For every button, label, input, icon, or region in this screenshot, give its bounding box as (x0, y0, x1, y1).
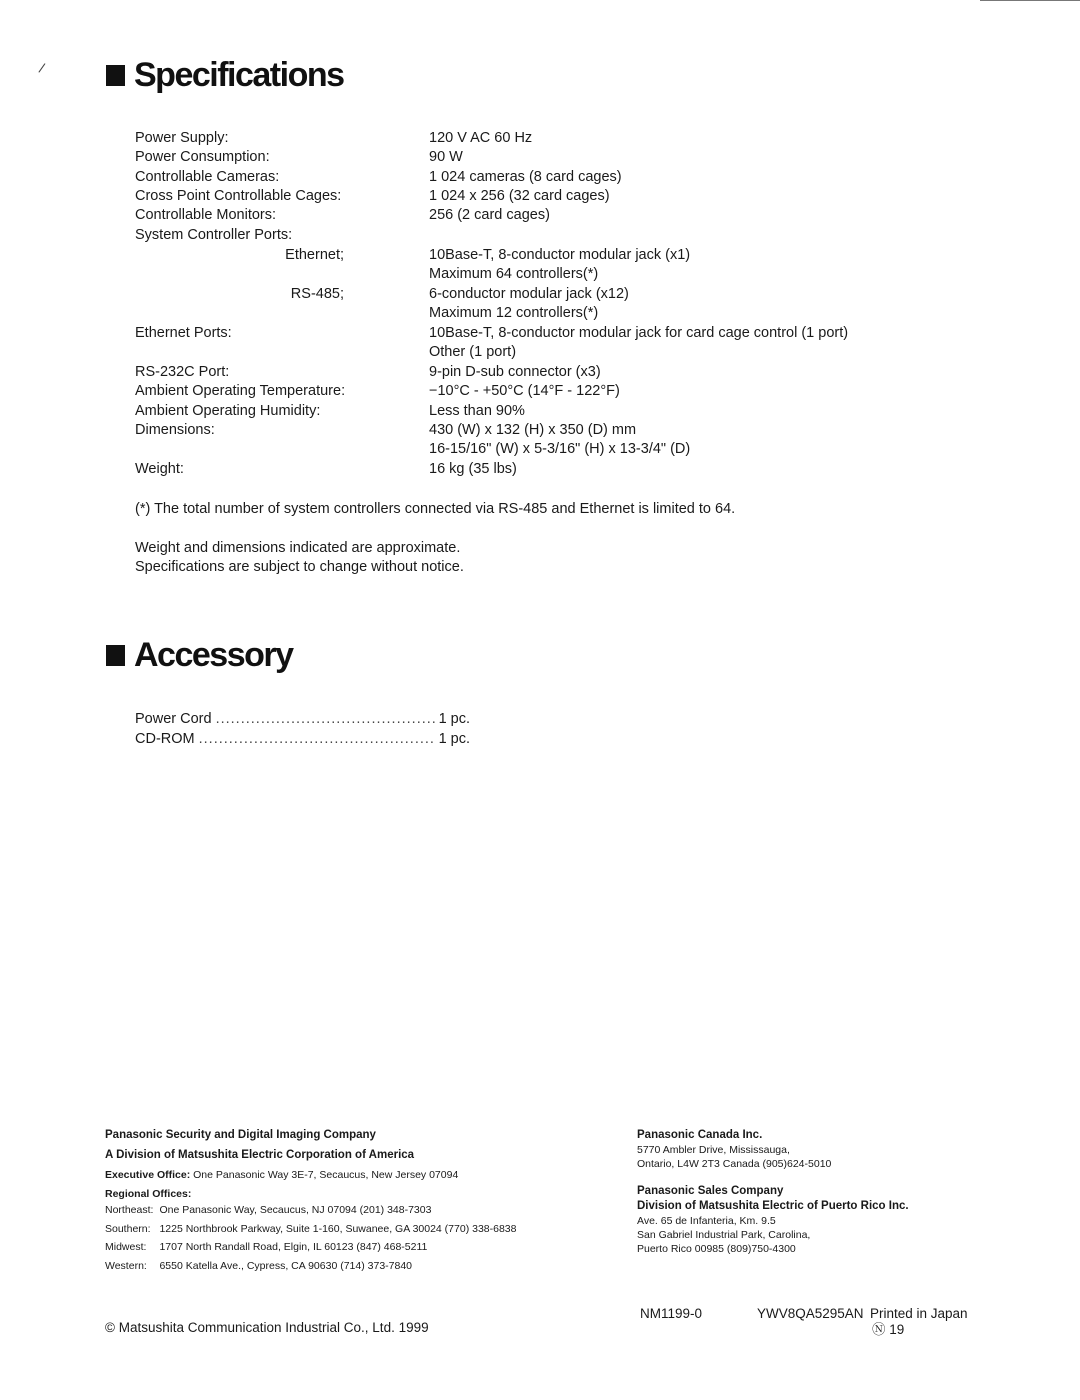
region-address: 1225 Northbrook Parkway, Suite 1-160, Suwanee, GA 30024 (770) 338-6838 (159, 1222, 517, 1235)
copyright: © Matsushita Communication Industrial Co., Ltd. 1999 (105, 1320, 429, 1335)
sales-division: Division of Matsushita Electric of Puerto Rico Inc. (637, 1200, 909, 1212)
accessory-heading (106, 636, 293, 675)
spec-value: 10Base-T, 8-conductor modular jack for card cage control (1 port) (429, 325, 849, 341)
heading-square-icon (106, 645, 125, 666)
spec-value: 6-conductor modular jack (x12) (429, 286, 629, 302)
spec-value: Other (1 port) (429, 344, 517, 360)
spec-label: Power Supply: (135, 130, 229, 146)
spec-label: Ethernet; (285, 247, 344, 263)
spec-label: Controllable Monitors: (135, 207, 277, 223)
sales-address-line2: San Gabriel Industrial Park, Carolina, (637, 1229, 811, 1241)
spec-footnote: (*) The total number of system controllers connected via RS-485 and Ethernet is limited to 64. (135, 501, 736, 517)
printed-in-japan: Printed in Japan (870, 1306, 968, 1321)
region-address: One Panasonic Way, Secaucus, NJ 07094 (201) 348-7303 (159, 1204, 432, 1216)
region-address: 1707 North Randall Road, Elgin, IL 60123 (847) 468-5211 (159, 1241, 428, 1253)
spec-value: 256 (2 card cages) (429, 207, 550, 223)
spec-note-approximate: Weight and dimensions indicated are approximate. (135, 540, 461, 556)
accessory-item-cd-rom (135, 730, 470, 749)
region-name: Northeast: (105, 1204, 154, 1216)
spec-value: 90 W (429, 149, 463, 165)
spec-label: System Controller Ports: (135, 227, 293, 243)
canada-company: Panasonic Canada Inc. (637, 1129, 763, 1141)
spec-label: Cross Point Controllable Cages: (135, 188, 342, 204)
regional-offices-label: Regional Offices: (105, 1188, 192, 1200)
spec-value: 9-pin D-sub connector (x3) (429, 364, 601, 380)
spec-value: 16-15/16" (W) x 5-3/16" (H) x 13-3/4" (D) (429, 441, 691, 457)
accessory-qty: 1 pc. (438, 711, 470, 727)
spec-value: 1 024 x 256 (32 card cages) (429, 188, 610, 204)
specifications-title: Specifications (134, 56, 344, 94)
spec-label: Ethernet Ports: (135, 325, 232, 341)
spec-value: 16 kg (35 lbs) (429, 461, 517, 477)
spec-label: Weight: (135, 461, 184, 477)
spec-label: Ambient Operating Temperature: (135, 383, 346, 399)
leader-dots (199, 730, 435, 749)
spec-value: 10Base-T, 8-conductor modular jack (x1) (429, 247, 691, 263)
spec-label: RS-232C Port: (135, 364, 230, 380)
leader-dots (216, 710, 435, 729)
stray-mark: / (37, 59, 47, 77)
regional-row (105, 1220, 517, 1239)
spec-value: 1 024 cameras (8 card cages) (429, 169, 622, 185)
document-code: NM1199-0 (640, 1306, 703, 1321)
heading-square-icon (106, 65, 125, 86)
region-name: Southern: (105, 1222, 151, 1235)
footer-company: Panasonic Security and Digital Imaging Company (105, 1129, 376, 1141)
footer-executive-office (105, 1168, 458, 1182)
canada-address-line2: Ontario, L4W 2T3 Canada (905)624-5010 (637, 1158, 832, 1170)
regional-offices-table (105, 1201, 517, 1275)
part-number: YWV8QA5295AN (757, 1306, 864, 1321)
region-name: Midwest: (105, 1241, 147, 1253)
print-code: Ⓝ 19 (872, 1322, 905, 1337)
regional-row (105, 1238, 517, 1257)
sales-address-line3: Puerto Rico 00985 (809)750-4300 (637, 1243, 796, 1255)
regional-row (105, 1257, 517, 1276)
accessory-title: Accessory (134, 636, 293, 674)
top-edge-rule (980, 0, 1080, 1)
spec-label: Ambient Operating Humidity: (135, 403, 321, 419)
spec-value: Maximum 12 controllers(*) (429, 305, 599, 321)
spec-value: Less than 90% (429, 403, 525, 419)
spec-label: Dimensions: (135, 422, 215, 438)
region-address: 6550 Katella Ave., Cypress, CA 90630 (714) 373-7840 (159, 1259, 413, 1272)
spec-value: Maximum 64 controllers(*) (429, 266, 599, 282)
spec-label: Power Consumption: (135, 149, 270, 165)
region-name: Western: (105, 1259, 147, 1272)
accessory-name: Power Cord (135, 711, 212, 727)
spec-value: −10°C - +50°C (14°F - 122°F) (429, 383, 620, 399)
sales-address-line1: Ave. 65 de Infanteria, Km. 9.5 (637, 1215, 776, 1227)
spec-label: Controllable Cameras: (135, 169, 280, 185)
spec-value: 120 V AC 60 Hz (429, 130, 533, 146)
footer-division: A Division of Matsushita Electric Corporation of America (105, 1149, 415, 1161)
accessory-name: CD-ROM (135, 731, 195, 747)
accessory-item-power-cord (135, 710, 470, 729)
regional-row (105, 1201, 517, 1220)
canada-address-line1: 5770 Ambler Drive, Mississauga, (637, 1144, 790, 1156)
sales-company: Panasonic Sales Company (637, 1185, 784, 1197)
specifications-heading (106, 56, 344, 95)
exec-label: Executive Office: (105, 1169, 191, 1181)
spec-label: RS-485; (290, 286, 344, 302)
spec-note-change: Specifications are subject to change without notice. (135, 559, 464, 575)
exec-address: One Panasonic Way 3E-7, Secaucus, New Jersey 07094 (193, 1169, 459, 1181)
spec-value: 430 (W) x 132 (H) x 350 (D) mm (429, 422, 637, 438)
accessory-qty: 1 pc. (438, 731, 470, 747)
